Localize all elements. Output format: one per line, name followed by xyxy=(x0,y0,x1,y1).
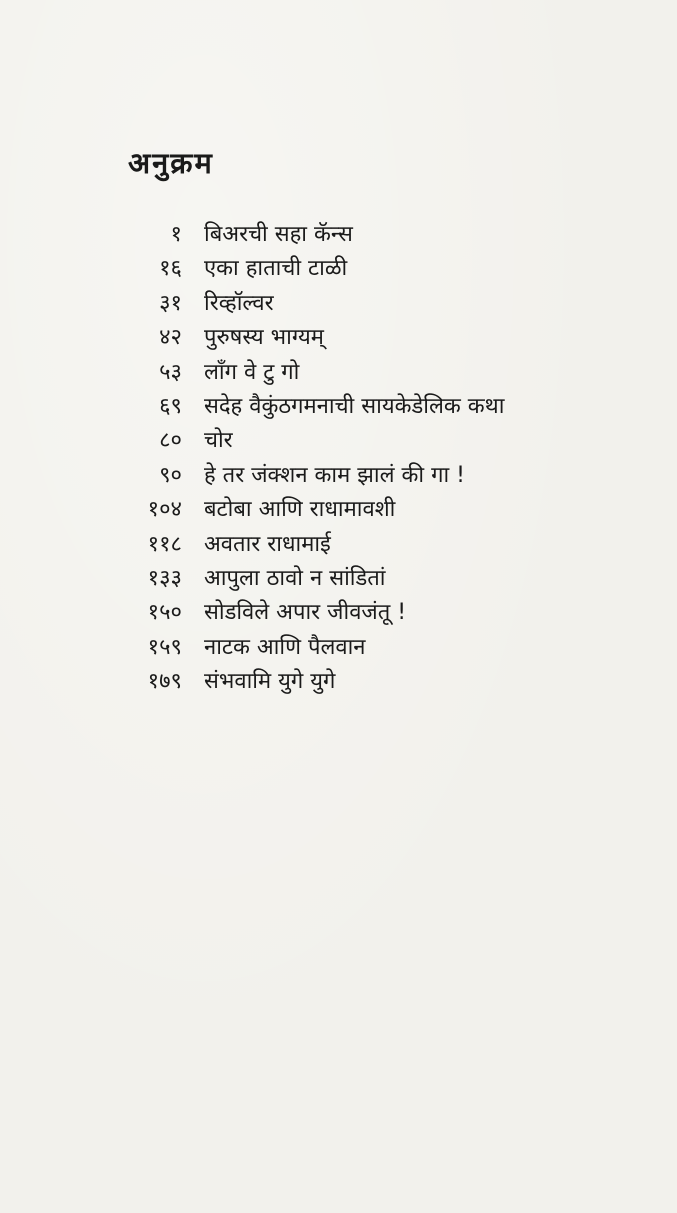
toc-page-number: १६ xyxy=(159,256,182,282)
toc-chapter-title: सदेह वैकुंठगमनाची सायकेडेलिक कथा xyxy=(204,393,505,419)
toc-page-number: १०४ xyxy=(147,497,182,523)
toc-page-number: ५३ xyxy=(159,359,182,385)
toc-chapter-title: एका हाताची टाळी xyxy=(204,256,348,282)
toc-page-number: ११८ xyxy=(147,531,182,557)
toc-page-number: १ xyxy=(170,222,182,247)
toc-page-number: ४२ xyxy=(159,325,182,351)
toc-chapter-title: लाँग वे टु गो xyxy=(204,359,300,385)
toc-chapter-title: पुरुषस्य भाग्यम् xyxy=(204,325,324,351)
toc-page-number: १७९ xyxy=(147,669,182,695)
toc-chapter-title: बिअरची सहा कॅन्स xyxy=(204,222,353,247)
contents-heading: अनुक्रम xyxy=(128,146,214,180)
toc-entry xyxy=(0,665,677,699)
toc-entry xyxy=(0,596,677,630)
toc-entry xyxy=(0,562,677,596)
toc-chapter-title: रिव्हॉल्वर xyxy=(204,290,274,316)
toc-page-number: १३३ xyxy=(147,565,182,591)
toc-entry xyxy=(0,356,677,390)
table-of-contents xyxy=(0,218,677,699)
toc-entry xyxy=(0,252,677,286)
toc-entry xyxy=(0,459,677,493)
toc-chapter-title: हे तर जंक्शन काम झालं की गा ! xyxy=(204,462,465,488)
toc-entry xyxy=(0,493,677,527)
toc-page-number: ३१ xyxy=(159,290,182,316)
toc-entry xyxy=(0,287,677,321)
toc-entry xyxy=(0,321,677,355)
toc-entry xyxy=(0,631,677,665)
toc-chapter-title: सोडविले अपार जीवजंतू ! xyxy=(204,600,407,626)
toc-entry xyxy=(0,528,677,562)
toc-entry xyxy=(0,390,677,424)
toc-chapter-title: चोर xyxy=(204,428,233,454)
toc-page-number: ६९ xyxy=(159,393,182,419)
toc-chapter-title: आपुला ठावो न सांडितां xyxy=(204,565,386,591)
toc-entry xyxy=(0,218,677,252)
toc-chapter-title: नाटक आणि पैलवान xyxy=(204,634,366,660)
toc-page-number: ८० xyxy=(159,428,182,454)
toc-page-number: ९० xyxy=(159,462,182,488)
toc-page-number: १५० xyxy=(147,600,182,626)
toc-chapter-title: संभवामि युगे युगे xyxy=(204,669,336,695)
toc-entry xyxy=(0,424,677,458)
toc-page-number: १५९ xyxy=(147,634,182,660)
toc-chapter-title: बटोबा आणि राधामावशी xyxy=(204,497,396,523)
toc-chapter-title: अवतार राधामाई xyxy=(204,531,331,557)
